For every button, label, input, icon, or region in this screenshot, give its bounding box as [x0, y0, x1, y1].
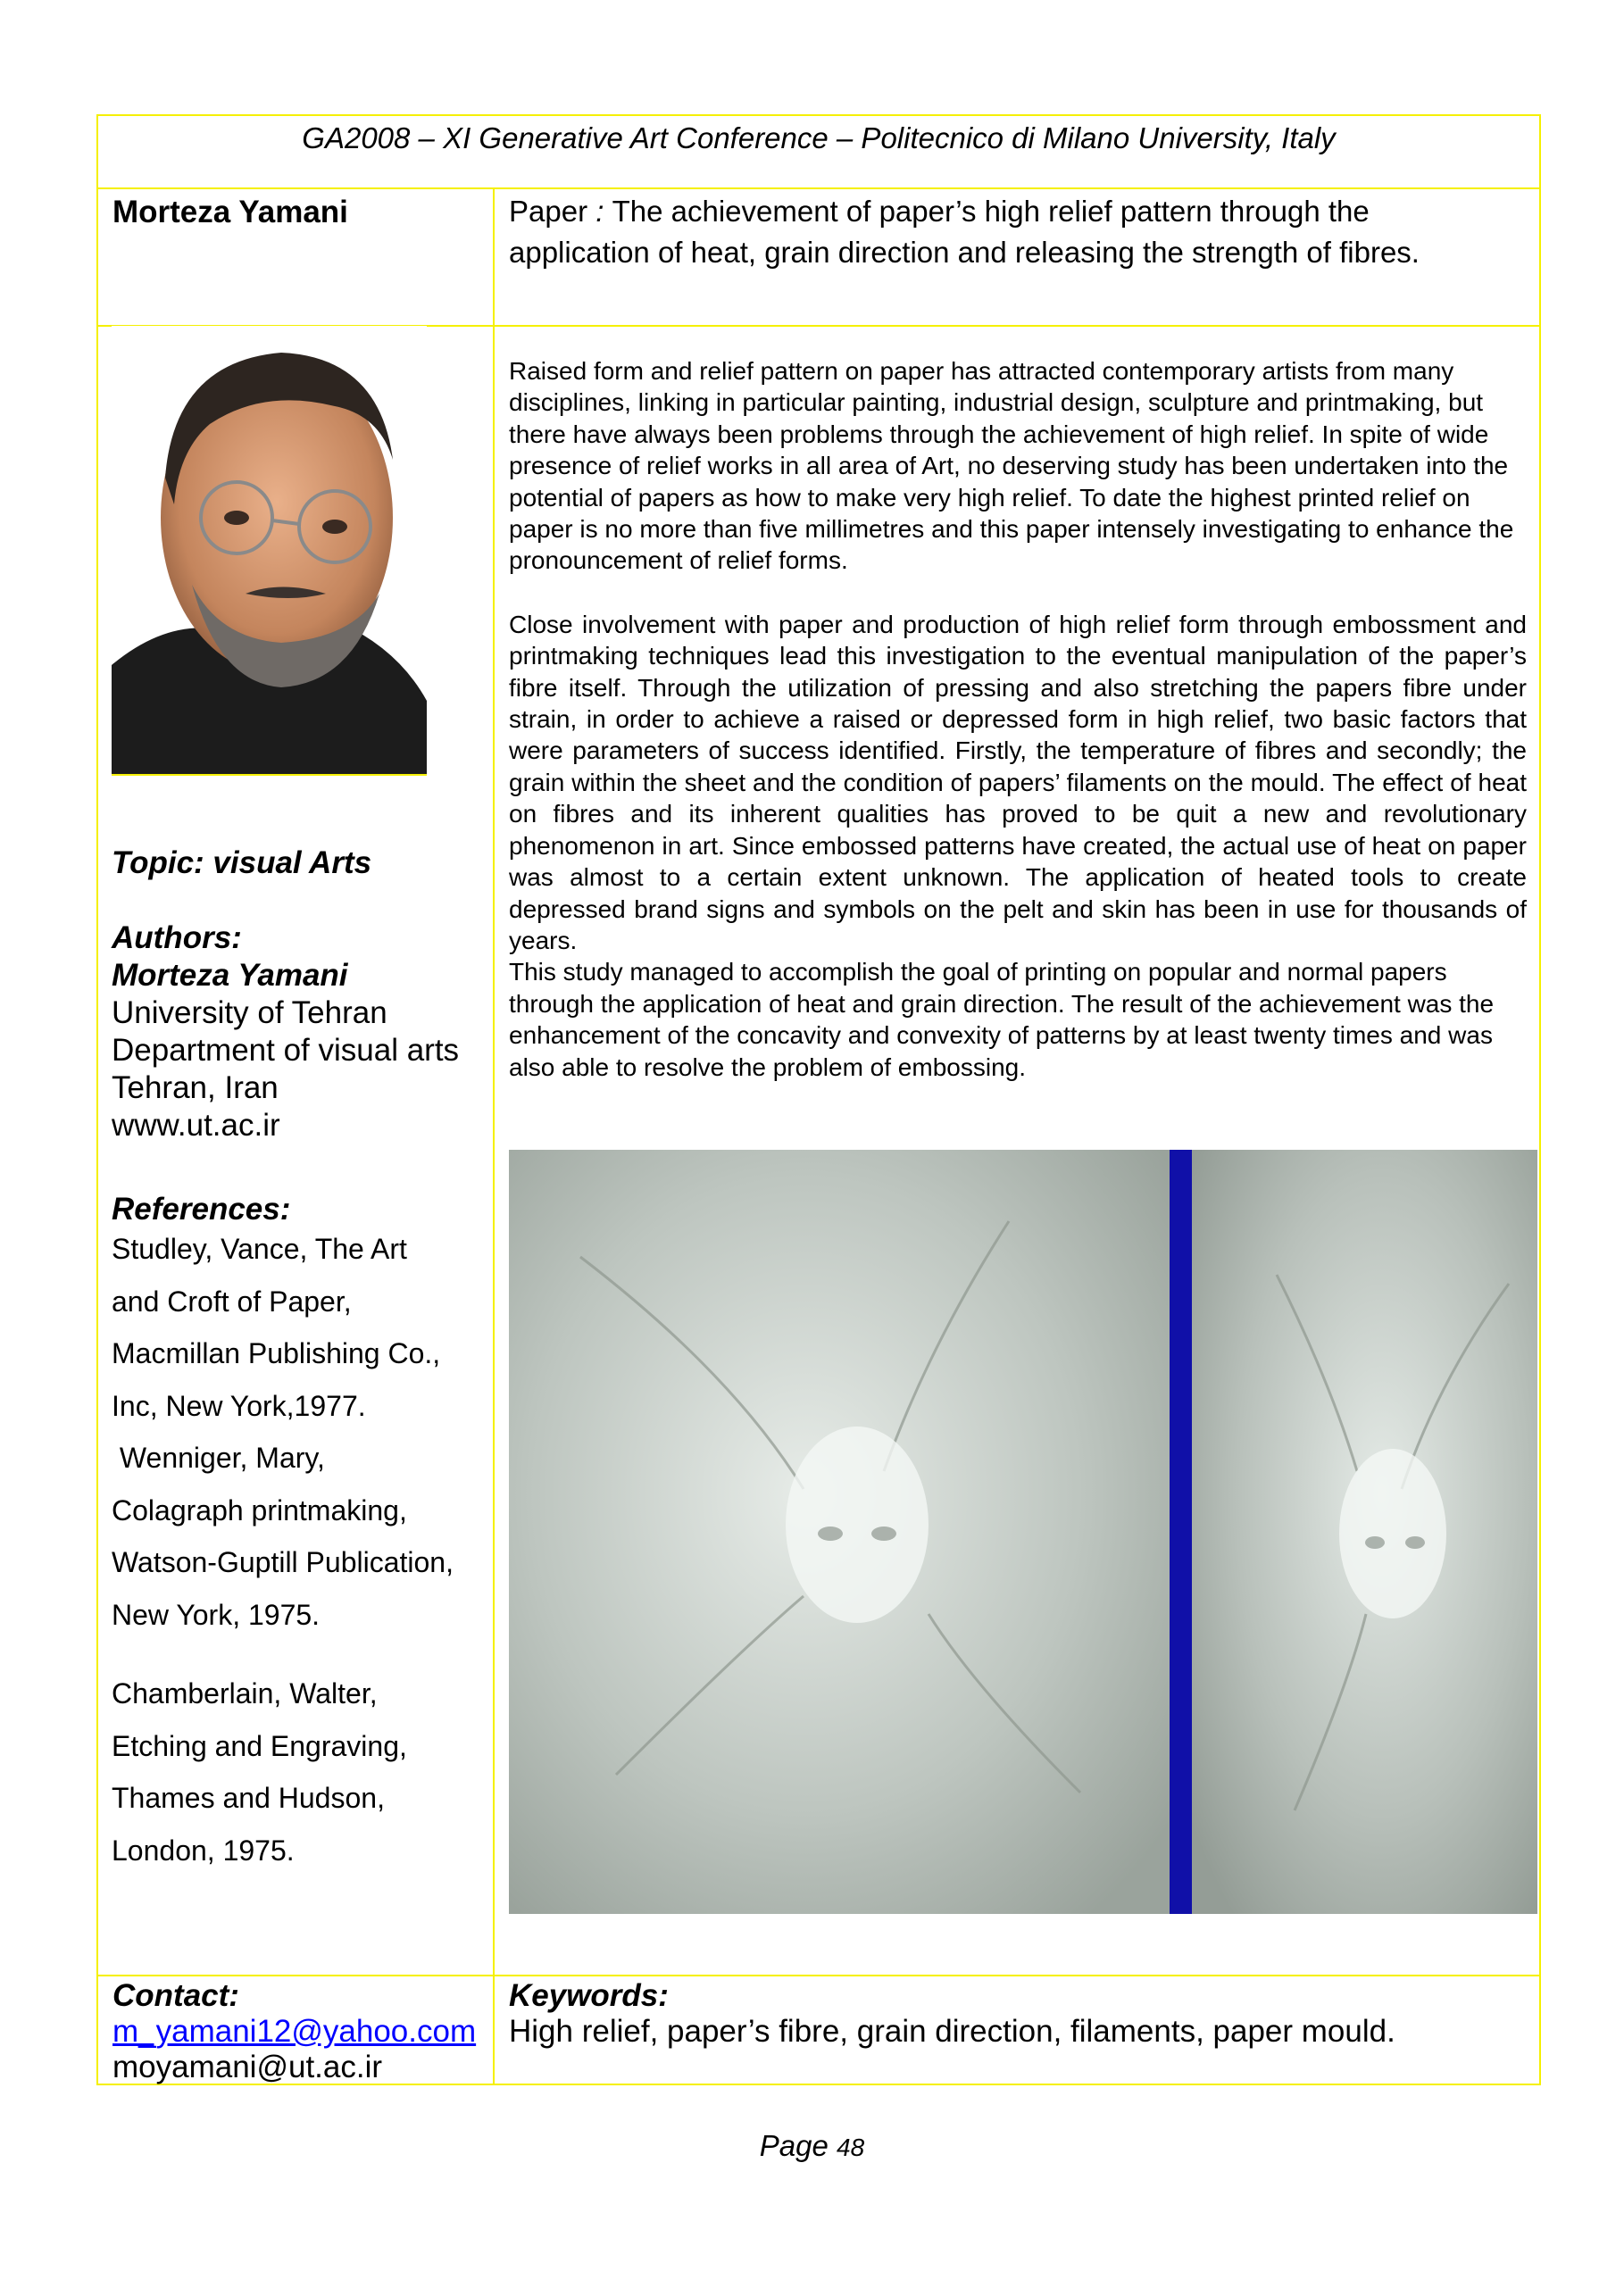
reference-line: Colagraph printmaking,	[112, 1493, 407, 1527]
affiliation-line: www.ut.ac.ir	[112, 1108, 280, 1143]
topic-heading: Topic: visual Arts	[112, 845, 372, 880]
paper-label: Paper	[509, 195, 588, 228]
reference-line: London, 1975.	[112, 1834, 295, 1867]
reference-line: New York, 1975.	[112, 1598, 321, 1631]
authors-heading: Authors:	[112, 920, 242, 955]
contact-cell	[96, 1975, 495, 2085]
contact-heading: Contact:	[112, 1978, 239, 2013]
paper-title-line2: application of heat, grain direction and releasing the strength of fibres.	[509, 236, 1420, 269]
paper-title	[509, 191, 1527, 273]
affiliation-line: Department of visual arts	[112, 1033, 460, 1068]
author-name-cell	[96, 187, 495, 327]
page-number-value: 48	[837, 2134, 865, 2161]
author-name: Morteza Yamani	[112, 195, 348, 229]
keywords-cell	[493, 1975, 1541, 2085]
references	[112, 1191, 487, 1876]
abstract-paragraph-3: This study managed to accomplish the goal of printing on popular and normal papers through the application of heat and grain direction. The result of the achievement was the enhancement of the concavity and convexity of patterns by at least twenty times and was also able to resolve the problem of embossing.	[509, 958, 1495, 1081]
reference-line: Inc, New York,1977.	[112, 1389, 366, 1422]
reference-line: Chamberlain, Walter,	[112, 1677, 378, 1710]
affiliation-line: University of Tehran	[112, 995, 387, 1030]
page-number	[0, 2129, 1624, 2163]
relief-paper-photo	[509, 1150, 1537, 1914]
reference-line: Wenniger, Mary,	[112, 1442, 325, 1474]
reference-line: Etching and Engraving,	[112, 1729, 407, 1762]
contact-email-link[interactable]: m_yamani12@yahoo.com	[112, 2014, 477, 2049]
paper-label-sep: :	[587, 195, 612, 228]
reference-line: Thames and Hudson,	[112, 1782, 385, 1814]
abstract	[509, 355, 1527, 1083]
reference-line: Macmillan Publishing Co.,	[112, 1337, 441, 1369]
author-photo	[112, 326, 427, 776]
conference-header: GA2008 – XI Generative Art Conference – Politecnico di Milano University, Italy	[96, 114, 1541, 189]
affiliation-line: Tehran, Iran	[112, 1070, 279, 1105]
references-heading: References:	[112, 1192, 291, 1227]
keywords-text: High relief, paper’s fibre, grain direction, filaments, paper mould.	[509, 2014, 1395, 2049]
sidebar-info	[112, 844, 487, 1144]
paper-title-cell	[493, 187, 1541, 327]
reference-line: Studley, Vance, The Art	[112, 1233, 407, 1265]
reference-line: Watson-Guptill Publication,	[112, 1546, 454, 1578]
abstract-paragraph-1: Raised form and relief pattern on paper has attracted contemporary artists from many disciplines, linking in particular painting, industrial design, sculpture and printmaking, but there have always been problems through the achievement of high relief. In spite of wide presence of relief works in all area of Art, no deserving study has been undertaken into the potential of papers as how to make very high relief. To date the highest printed relief on paper is no more than five millimetres and this paper intensely investigating to enhance the pronouncement of relief forms.	[509, 357, 1514, 575]
contact-email-2: moyamani@ut.ac.ir	[112, 2050, 383, 2084]
paper-title-line1: The achievement of paper’s high relief pattern through the	[612, 195, 1370, 228]
abstract-paragraph-2: Close involvement with paper and production of high relief form through embossment and printmaking techniques lead this investigation to the eventual manipulation of the paper’s fibre itself. Through the utilization of pressing and also stretching the papers fibre under strain, in order to achieve a raised or depressed form in high relief, two basic factors that were parameters of success identified. Firstly, the temperature of fibres and secondly; the grain within the sheet and the condition of papers’ filaments on the mould. The effect of heat on fibres and its inherent qualities has proved to be quit a new and revolutionary phenomenon in art. Since embossed patterns have created, the actual use of heat on paper was almost to a certain extent unknown. The application of heated tools to create depressed brand signs and symbols on the pelt and skin has been in use for thousands of years.	[509, 610, 1527, 954]
reference-line: and Croft of Paper,	[112, 1285, 352, 1318]
sidebar-author-name: Morteza Yamani	[112, 958, 348, 993]
keywords-heading: Keywords:	[509, 1978, 669, 2013]
page-label: Page	[759, 2129, 829, 2162]
